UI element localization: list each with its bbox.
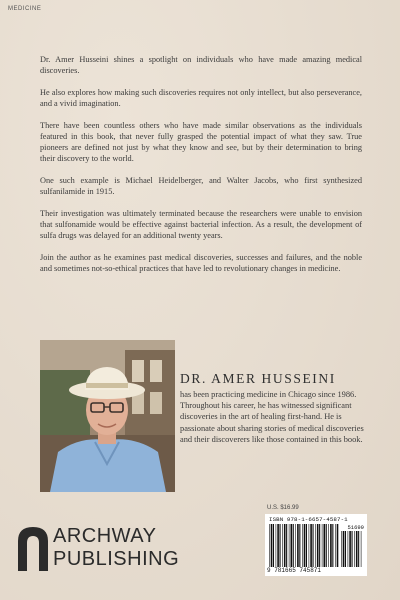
blurb-paragraph: There have been countless others who have made similar observations as the individuals featured in this book, that never fully grasped the potential impact of what they saw. True pioneers are defined not just by what they know and see, but by their determination to bring their discovery to the world.	[40, 121, 362, 163]
blurb-paragraph: Join the author as he examines past medical discoveries, successes and failures, and the noble and sometimes not-so-ethical practices that have led to revolutionary changes in medicine.	[40, 253, 362, 273]
archway-logo-icon	[18, 527, 48, 571]
price-label: U.S. $16.99	[267, 505, 299, 511]
ean-addon-code: 51699	[347, 524, 364, 531]
author-photo	[40, 340, 175, 492]
blurb-paragraph: One such example is Michael Heidelberger, and Walter Jacobs, who first synthesized sulfanilamide in 1915.	[40, 176, 362, 196]
ean-digits: 9 781665 745871	[267, 567, 322, 574]
publisher-name-line2: PUBLISHING	[53, 548, 180, 570]
blurb-paragraph: Their investigation was ultimately terminated because the researchers were unable to envision that sulfonamide would be effective against bacterial infection. As a result, the development of sulfa drugs was delayed for an additional twenty years.	[40, 209, 362, 240]
category-label: MEDICINE	[8, 6, 42, 12]
isbn-number: ISBN 978-1-6657-4587-1	[269, 516, 348, 523]
isbn-barcode	[265, 514, 367, 576]
blurb-paragraph: Dr. Amer Husseini shines a spotlight on individuals who have made amazing medical discoveries.	[40, 55, 362, 75]
author-bio: has been practicing medicine in Chicago since 1986. Throughout his career, he has witnessed significant discoveries in the art of healing first-hand. He is passionate about sharing stories of medical discoveries and their discoverers like those contained in this book.	[180, 390, 364, 444]
publisher-name-line1: ARCHWAY	[53, 525, 157, 547]
addon-barcode-bars	[341, 531, 363, 567]
book-blurb	[40, 54, 362, 285]
author-name: DR. AMER HUSSEINI	[180, 371, 336, 386]
blurb-paragraph: He also explores how making such discoveries requires not only intellect, but also perseverance, and a vivid imagination.	[40, 88, 362, 108]
barcode-bars	[269, 524, 339, 567]
